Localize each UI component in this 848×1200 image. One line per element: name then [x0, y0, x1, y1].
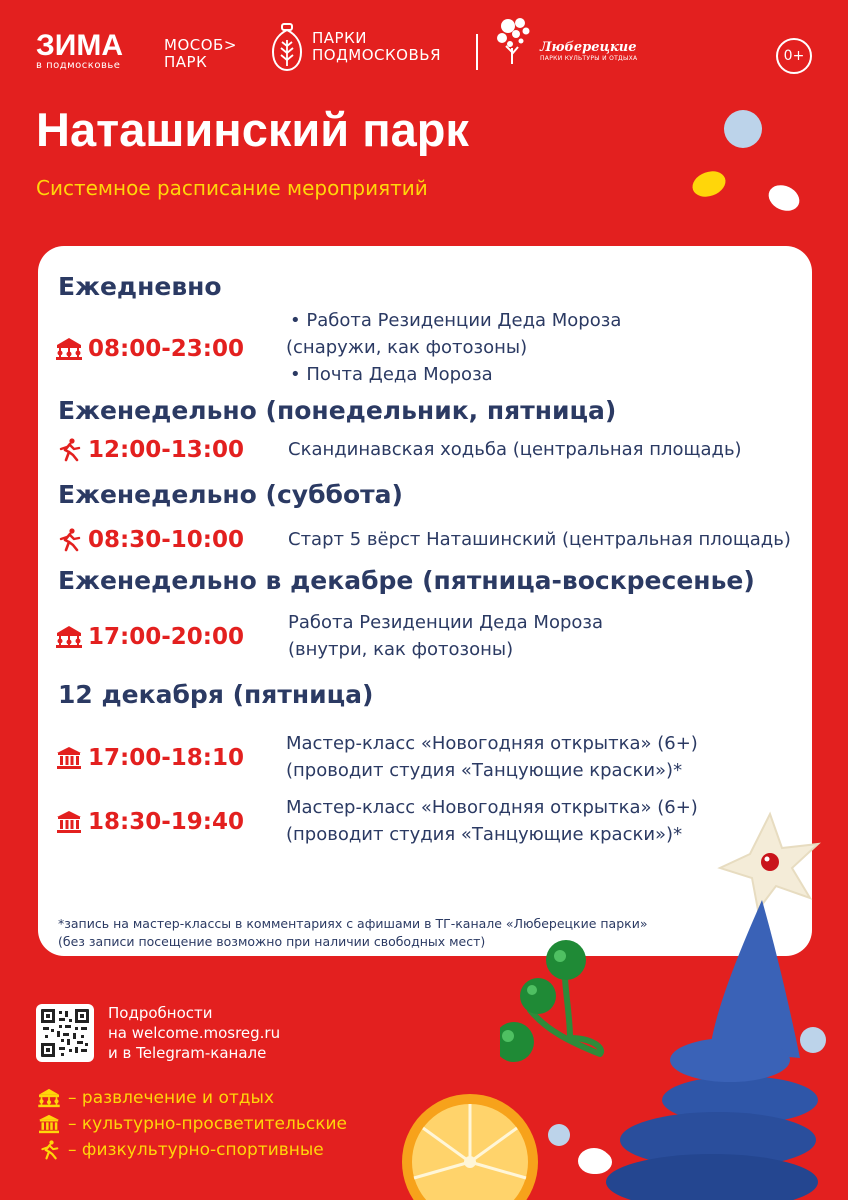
decor-white-dot — [764, 180, 803, 215]
page-subtitle: Системное расписание мероприятий — [36, 176, 428, 200]
museum-icon — [56, 810, 82, 834]
time-slot — [56, 310, 266, 388]
info-line: и в Telegram-канале — [108, 1044, 267, 1062]
zima-logo — [36, 29, 124, 71]
zima-logo-subtext: в подмосковье — [36, 60, 121, 71]
runner-icon — [56, 438, 82, 462]
event-description — [286, 730, 698, 784]
schedule-row — [56, 526, 802, 553]
info-line: Подробности — [108, 1004, 213, 1022]
event-line: Скандинавская ходьба (центральная площадь) — [288, 439, 742, 460]
event-description — [288, 609, 603, 663]
section-weekly-dec-heading: Еженедельно в декабре (пятница-воскресенье) — [58, 566, 755, 595]
header — [36, 22, 812, 78]
info-link[interactable]: на welcome.mosreg.ru — [108, 1024, 281, 1042]
schedule-row — [56, 310, 802, 388]
footnote-line1: *запись на мастер-классы в комментариях с афишами в ТГ-канале «Люберецкие парки» — [58, 916, 648, 931]
event-line: • Почта Деда Мороза — [290, 364, 493, 385]
header-divider — [476, 34, 478, 70]
parki-line2: ПОДМОСКОВЬЯ — [312, 46, 441, 64]
footnote-line2: (без записи посещение возможно при наличии свободных мест) — [58, 934, 486, 949]
bubbles-tree-icon — [494, 16, 544, 68]
luber-line2: ПАРКИ КУЛЬТУРЫ И ОТДЫХА — [540, 55, 638, 62]
decor-white-dot-bottom — [578, 1148, 610, 1174]
page-title: Наташинский парк — [36, 103, 469, 156]
carousel-icon — [56, 625, 82, 649]
event-line: Мастер-класс «Новогодняя открытка» (6+) — [286, 733, 698, 754]
time-text: 08:30-10:00 — [88, 526, 244, 553]
time-text: 17:00-20:00 — [88, 623, 244, 650]
tree-ornament-icon — [272, 22, 302, 72]
museum-icon — [56, 746, 82, 770]
section-daily-heading: Ежедневно — [58, 272, 222, 301]
orange-slice-decoration — [400, 1090, 540, 1200]
parki-podmoskovya-logo — [272, 22, 441, 72]
section-weekly-mon-fri-heading: Еженедельно (понедельник, пятница) — [58, 396, 617, 425]
event-line: (проводит студия «Танцующие краски»)* — [286, 824, 683, 845]
decor-yellow-dot — [689, 167, 729, 201]
decor-blue-dot-bottom — [548, 1124, 570, 1146]
section-weekly-sat-heading: Еженедельно (суббота) — [58, 480, 403, 509]
legend-item — [36, 1088, 274, 1108]
legend-item — [36, 1114, 347, 1134]
time-slot — [56, 436, 266, 463]
event-line: Работа Резиденции Деда Мороза — [288, 612, 604, 633]
parki-line1: ПАРКИ — [312, 29, 367, 47]
schedule-row — [56, 732, 802, 784]
event-description — [288, 526, 791, 553]
carousel-icon — [36, 1088, 62, 1108]
runner-icon — [56, 528, 82, 552]
legend-item — [36, 1140, 324, 1160]
time-slot — [56, 796, 266, 848]
legend-label: – развлечение и отдых — [68, 1088, 275, 1108]
time-slot — [56, 610, 266, 663]
time-text: 18:30-19:40 — [88, 809, 244, 835]
schedule-row — [56, 436, 802, 463]
time-text: 17:00-18:10 — [88, 745, 244, 771]
zima-logo-text: ЗИМА — [36, 29, 124, 62]
mosoblpark-line1: МОСОБ> — [164, 36, 237, 54]
event-line: (внутри, как фотозоны) — [288, 639, 514, 660]
carousel-icon — [56, 337, 82, 361]
event-line: Мастер-класс «Новогодняя открытка» (6+) — [286, 797, 698, 818]
time-text: 12:00-13:00 — [88, 436, 244, 463]
time-slot — [56, 732, 266, 784]
mosoblpark-line2: ПАРК — [164, 53, 208, 71]
runner-icon — [36, 1140, 62, 1160]
time-slot — [56, 526, 266, 553]
event-line: Старт 5 вёрст Наташинский (центральная площадь) — [288, 529, 791, 550]
event-line: (снаружи, как фотозоны) — [286, 337, 528, 358]
section-dec12-heading: 12 декабря (пятница) — [58, 680, 374, 709]
event-line: (проводит студия «Танцующие краски»)* — [286, 760, 683, 781]
legend-label: – культурно-просветительские — [68, 1114, 347, 1134]
qr-code[interactable] — [36, 1004, 94, 1062]
schedule-row — [56, 610, 802, 663]
museum-icon — [36, 1114, 62, 1134]
luber-line1: Люберецкие — [540, 40, 637, 55]
luberetskie-parki-logo — [494, 16, 637, 68]
more-info-text — [108, 1003, 280, 1063]
age-rating-badge: 0+ — [776, 38, 812, 74]
event-description — [288, 436, 742, 463]
legend-label: – физкультурно-спортивные — [68, 1140, 324, 1160]
decor-blue-dot — [724, 110, 762, 148]
time-text: 08:00-23:00 — [88, 336, 244, 362]
event-description — [286, 307, 621, 388]
mosoblpark-logo — [164, 37, 237, 71]
event-line: • Работа Резиденции Деда Мороза — [290, 310, 622, 331]
